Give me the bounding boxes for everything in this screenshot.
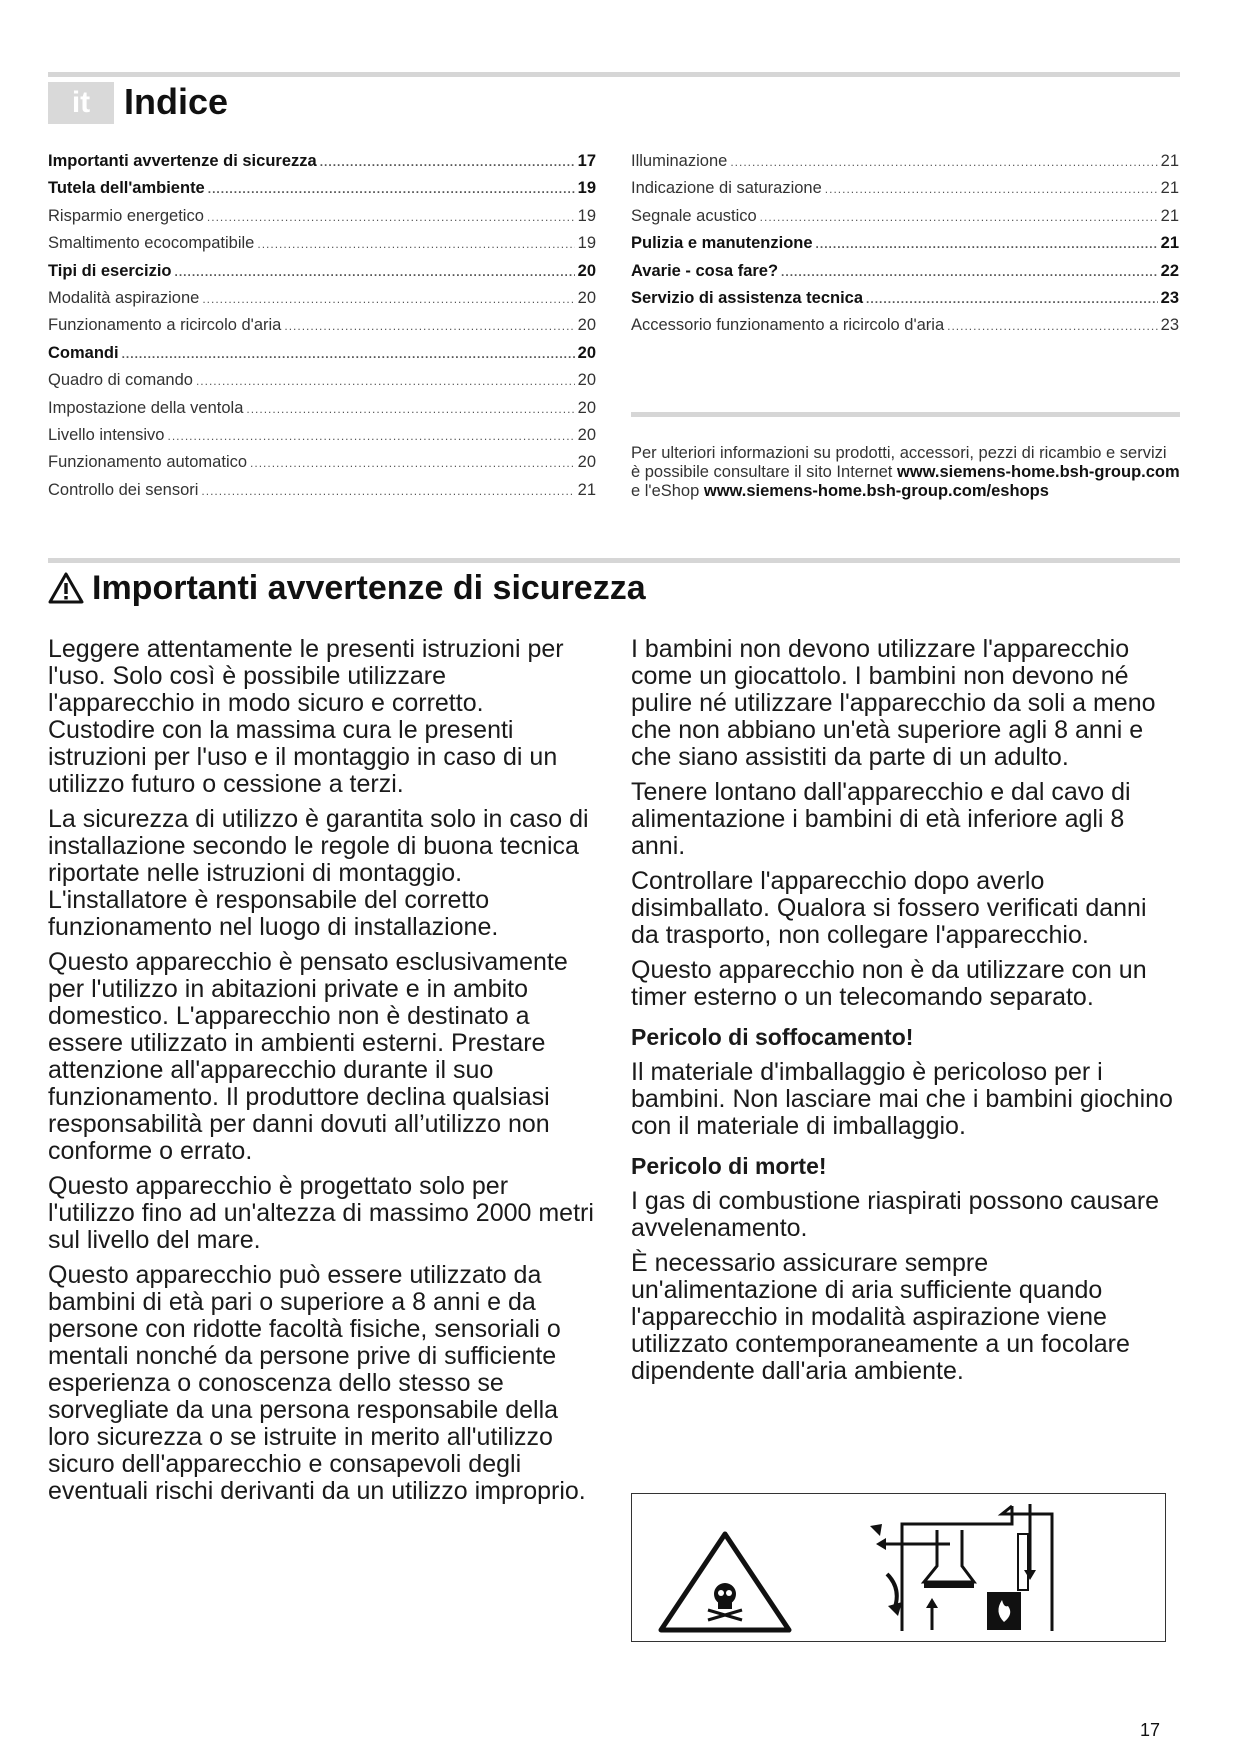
range-hood-icon bbox=[924, 1530, 974, 1582]
toc-leader-dots bbox=[947, 319, 1158, 333]
toc-entry[interactable] bbox=[48, 152, 596, 179]
toc-entry-title: Funzionamento automatico bbox=[48, 453, 248, 472]
more-info-text: Per ulteriori informazioni su prodotti, accessori, pezzi di ricambio e servizi è possibile consultare il sito Internet bbox=[631, 444, 1167, 481]
toc-entry[interactable] bbox=[48, 289, 596, 316]
toc-entry[interactable] bbox=[48, 207, 596, 234]
toc-leader-dots bbox=[781, 265, 1158, 279]
website-link[interactable]: www.siemens-home.bsh-group.com bbox=[896, 463, 1180, 481]
safety-text-right bbox=[631, 636, 1179, 1393]
toc-entry-title: Livello intensivo bbox=[48, 425, 165, 444]
toc-entry[interactable] bbox=[48, 453, 596, 480]
toc-leader-dots bbox=[730, 155, 1157, 169]
toc-entry[interactable] bbox=[48, 399, 596, 426]
toc-entry-page: 20 bbox=[577, 343, 596, 362]
toc-entry-page: 21 bbox=[1160, 206, 1179, 225]
paragraph: Questo apparecchio non è da utilizzare con un timer esterno o un telecomando separato. bbox=[631, 956, 1147, 1011]
toc-entry-title: Modalità aspirazione bbox=[48, 288, 200, 307]
toc-entry-title: Risparmio energetico bbox=[48, 206, 204, 225]
paragraph: Questo apparecchio può essere utilizzato da bambini di età pari o superiore a 8 anni e da persone con ridotte facoltà fisiche, sensoriali o mentali nonché da persone prive di sufficiente esperienza o conoscenza dello stesso se sorvegliate da una persona responsabile della loro sicurezza o se istruite in merito all'utilizzo sicuro dell'apparecchio e consapevoli degli eventuali rischi derivanti da un utilizzo improprio. bbox=[48, 1261, 586, 1505]
more-info-text-2: e l'eShop bbox=[631, 482, 704, 500]
toc-entry-title: Pulizia e manutenzione bbox=[631, 234, 813, 253]
toc-leader-dots bbox=[246, 402, 574, 416]
toc-entry[interactable] bbox=[631, 179, 1179, 206]
toc-entry-title: Funzionamento a ricircolo d'aria bbox=[48, 316, 282, 335]
toc-entry-page: 20 bbox=[577, 261, 596, 280]
toc-entry-title: Indicazione di saturazione bbox=[631, 179, 822, 198]
index-title: Indice bbox=[124, 81, 229, 122]
toc-right-column bbox=[631, 152, 1179, 344]
toc-entry[interactable] bbox=[48, 234, 596, 261]
toc-leader-dots bbox=[816, 237, 1158, 251]
toc-entry-page: 21 bbox=[1160, 152, 1179, 170]
toc-entry-page: 20 bbox=[577, 316, 596, 335]
toc-entry[interactable] bbox=[48, 316, 596, 343]
toc-entry-title: Smaltimento ecocompatibile bbox=[48, 234, 255, 253]
toc-entry-title: Impostazione della ventola bbox=[48, 398, 244, 417]
toc-entry-page: 20 bbox=[577, 398, 596, 417]
toc-leader-dots bbox=[320, 155, 575, 169]
toc-entry-title: Tipi di esercizio bbox=[48, 261, 172, 280]
toc-left-column bbox=[48, 152, 596, 508]
toc-entry[interactable] bbox=[48, 179, 596, 206]
toc-entry-title: Tutela dell'ambiente bbox=[48, 179, 205, 198]
paragraph: Il materiale d'imballaggio è pericoloso per i bambini. Non lasciare mai che i bambini giochino con il materiale di imballaggio. bbox=[631, 1058, 1173, 1140]
toc-entry-page: 23 bbox=[1160, 288, 1179, 307]
paragraph: I gas di combustione riaspirati possono causare avvelenamento. bbox=[631, 1187, 1160, 1242]
toc-entry-page: 20 bbox=[577, 371, 596, 390]
toc-entry[interactable] bbox=[48, 371, 596, 398]
toc-leader-dots bbox=[250, 456, 575, 470]
toc-entry-page: 21 bbox=[577, 480, 596, 499]
toc-entry-title: Accessorio funzionamento a ricircolo d'aria bbox=[631, 316, 945, 335]
paragraph: Questo apparecchio è pensato esclusivamente per l'utilizzo in abitazioni private e in ambito domestico. L'apparecchio non è destinato a essere utilizzato in ambienti esterni. Prestare attenzione all'apparecchio durante il suo funzionamento. Il produttore declina qualsiasi responsabilità per danni dovuti all’utilizzo non conforme o errato. bbox=[48, 948, 568, 1165]
toc-entry[interactable] bbox=[48, 481, 596, 508]
toc-leader-dots bbox=[257, 237, 574, 251]
paragraph: Tenere lontano dall'apparecchio e dal cavo di alimentazione i bambini di età inferiore agli 8 anni. bbox=[631, 778, 1131, 860]
flue-gas-warning-illustration bbox=[631, 1493, 1166, 1642]
eshop-link[interactable]: www.siemens-home.bsh-group.com/eshops bbox=[703, 482, 1049, 500]
toc-leader-dots bbox=[207, 210, 575, 224]
toc-entry-page: 19 bbox=[577, 206, 596, 225]
toc-leader-dots bbox=[167, 429, 574, 443]
toc-entry-page: 19 bbox=[577, 234, 596, 253]
page-number: 17 bbox=[1140, 1720, 1161, 1740]
section-rule bbox=[48, 558, 1180, 563]
toc-leader-dots bbox=[202, 292, 574, 306]
toc-entry-page: 20 bbox=[577, 453, 596, 472]
paragraph: Questo apparecchio è progettato solo per l'utilizzo fino ad un'altezza di massimo 2000 metri sul livello del mare. bbox=[48, 1172, 594, 1254]
language-tag: it bbox=[48, 82, 114, 124]
info-rule bbox=[631, 412, 1180, 417]
toc-entry-title: Segnale acustico bbox=[631, 206, 757, 225]
toc-entry-page: 21 bbox=[1160, 234, 1179, 253]
illustration-svg bbox=[632, 1494, 1165, 1641]
section-heading bbox=[48, 566, 646, 610]
toc-leader-dots bbox=[208, 182, 575, 196]
toc-leader-dots bbox=[174, 265, 574, 279]
paragraph: Controllare l'apparecchio dopo averlo disimballato. Qualora si fossero verificati danni da trasporto, non collegare l'apparecchio. bbox=[631, 867, 1147, 949]
toc-entry-page: 22 bbox=[1160, 261, 1179, 280]
toc-entry-title: Quadro di comando bbox=[48, 371, 193, 390]
toc-entry[interactable] bbox=[631, 234, 1179, 261]
more-info-note bbox=[631, 444, 1180, 501]
toc-entry-page: 21 bbox=[1160, 179, 1179, 198]
top-rule bbox=[48, 72, 1180, 77]
toc-entry-page: 19 bbox=[577, 179, 596, 198]
suffocation-heading: Pericolo di soffocamento! bbox=[631, 1024, 914, 1050]
toc-leader-dots bbox=[196, 374, 575, 388]
toc-entry[interactable] bbox=[48, 262, 596, 289]
paragraph: Leggere attentamente le presenti istruzioni per l'uso. Solo così è possibile utilizzare l'apparecchio in modo sicuro e corretto. Custodire con la massima cura le presenti istruzioni per l'uso e il montaggio in caso di un utilizzo futuro o cessione a terzi. bbox=[48, 635, 564, 798]
toc-entry[interactable] bbox=[631, 289, 1179, 316]
toc-entry-title: Comandi bbox=[48, 343, 119, 362]
toc-entry[interactable] bbox=[48, 344, 596, 371]
toc-entry-title: Avarie - cosa fare? bbox=[631, 261, 779, 280]
safety-text-left bbox=[48, 636, 596, 1513]
toc-entry-page: 17 bbox=[577, 152, 596, 170]
toc-entry-title: Controllo dei sensori bbox=[48, 480, 199, 499]
paragraph: I bambini non devono utilizzare l'apparecchio come un giocattolo. I bambini non devono né pulire né utilizzare l'apparecchio da soli a meno che non abbiano un'età superiore agli 8 anni e che siano assistiti da parte di un adulto. bbox=[631, 635, 1156, 771]
toc-entry[interactable] bbox=[631, 152, 1179, 179]
toc-entry[interactable] bbox=[631, 316, 1179, 343]
toc-leader-dots bbox=[284, 319, 574, 333]
toc-entry-title: Importanti avvertenze di sicurezza bbox=[48, 152, 317, 170]
toc-entry-page: 20 bbox=[577, 288, 596, 307]
death-danger-heading: Pericolo di morte! bbox=[631, 1153, 827, 1179]
toc-entry-title: Servizio di assistenza tecnica bbox=[631, 288, 864, 307]
paragraph: È necessario assicurare sempre un'alimentazione di aria sufficiente quando l'apparecchio in modalità aspirazione viene utilizzato contemporaneamente a un focolare dipendente dall'aria ambiente. bbox=[631, 1249, 1130, 1385]
toc-leader-dots bbox=[760, 210, 1158, 224]
toc-leader-dots bbox=[825, 182, 1158, 196]
toc-leader-dots bbox=[201, 484, 574, 498]
toc-leader-dots bbox=[122, 347, 575, 361]
toc-entry[interactable] bbox=[631, 207, 1179, 234]
toc-leader-dots bbox=[866, 292, 1158, 306]
toc-entry-page: 20 bbox=[577, 425, 596, 444]
paragraph: La sicurezza di utilizzo è garantita solo in caso di installazione secondo le regole di buona tecnica riportate nelle istruzioni di montaggio. L'installatore è responsabile del corretto funzionamento nel luogo di installazione. bbox=[48, 805, 589, 941]
toc-entry[interactable] bbox=[631, 262, 1179, 289]
toc-entry[interactable] bbox=[48, 426, 596, 453]
section-title: Importanti avvertenze di sicurezza bbox=[92, 569, 646, 607]
toc-entry-page: 23 bbox=[1160, 316, 1179, 335]
toc-entry-title: Illuminazione bbox=[631, 152, 728, 170]
warning-triangle-icon bbox=[48, 571, 84, 605]
